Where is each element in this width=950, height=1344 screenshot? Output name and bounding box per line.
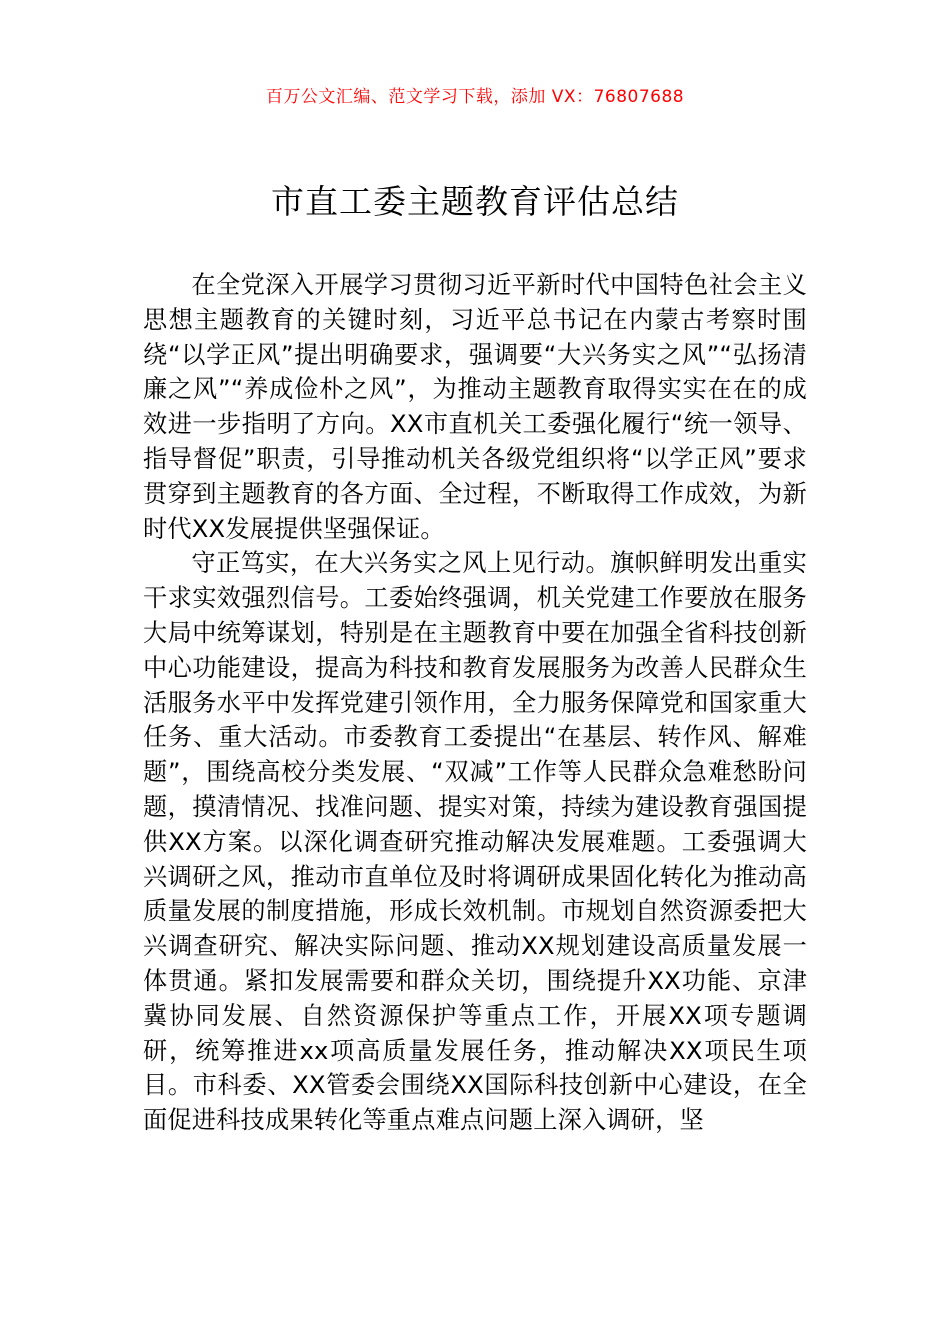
- header-watermark-note: 百万公文汇编、范文学习下载，添加 VX：76807688: [265, 87, 685, 107]
- document-title: 市直工委主题教育评估总结: [271, 182, 679, 221]
- body-paragraph-1: 在全党深入开展学习贯彻习近平新时代中国特色社会主义思想主题教育的关键时刻，习近平总书记在内蒙古考察时围绕“以学正风”提出明确要求，强调要“大兴务实之风”“弘扬清廉之风”“养成俭朴之风”，为推动主题教育取得实实在在的成效进一步指明了方向。XX市直机关工委强化履行“统一领导、指导督促”职责，引导推动机关各级党组织将“以学正风”要求贯穿到主题教育的各方面、全过程，不断取得工作成效，为新时代XX发展提供坚强保证。: [143, 271, 807, 543]
- document-body: [143, 268, 807, 1138]
- body-paragraph-2: 守正笃实，在大兴务实之风上见行动。旗帜鲜明发出重实干求实效强烈信号。工委始终强调，机关党建工作要放在服务大局中统筹谋划，特别是在主题教育中要在加强全省科技创新中心功能建设，提高为科技和教育发展服务为改善人民群众生活服务水平中发挥党建引领作用，全力服务保障党和国家重大任务、重大活动。市委教育工委提出“在基层、转作风、解难题”，围绕高校分类发展、“双减”工作等人民群众急难愁盼问题，摸清情况、找准问题、提实对策，持续为建设教育强国提供XX方案。以深化调查研究推动解决发展难题。工委强调大兴调研之风，推动市直单位及时将调研成果固化转化为推动高质量发展的制度措施，形成长效机制。市规划自然资源委把大兴调查研究、解决实际问题、推动XX规划建设高质量发展一体贯通。紧扣发展需要和群众关切，围绕提升XX功能、京津冀协同发展、自然资源保护等重点工作，开展XX项专题调研，统筹推进xx项高质量发展任务，推动解决XX项民生项目。市科委、XX管委会围绕XX国际科技创新中心建设，在全面促进科技成果转化等重点难点问题上深入调研，坚: [143, 549, 807, 1135]
